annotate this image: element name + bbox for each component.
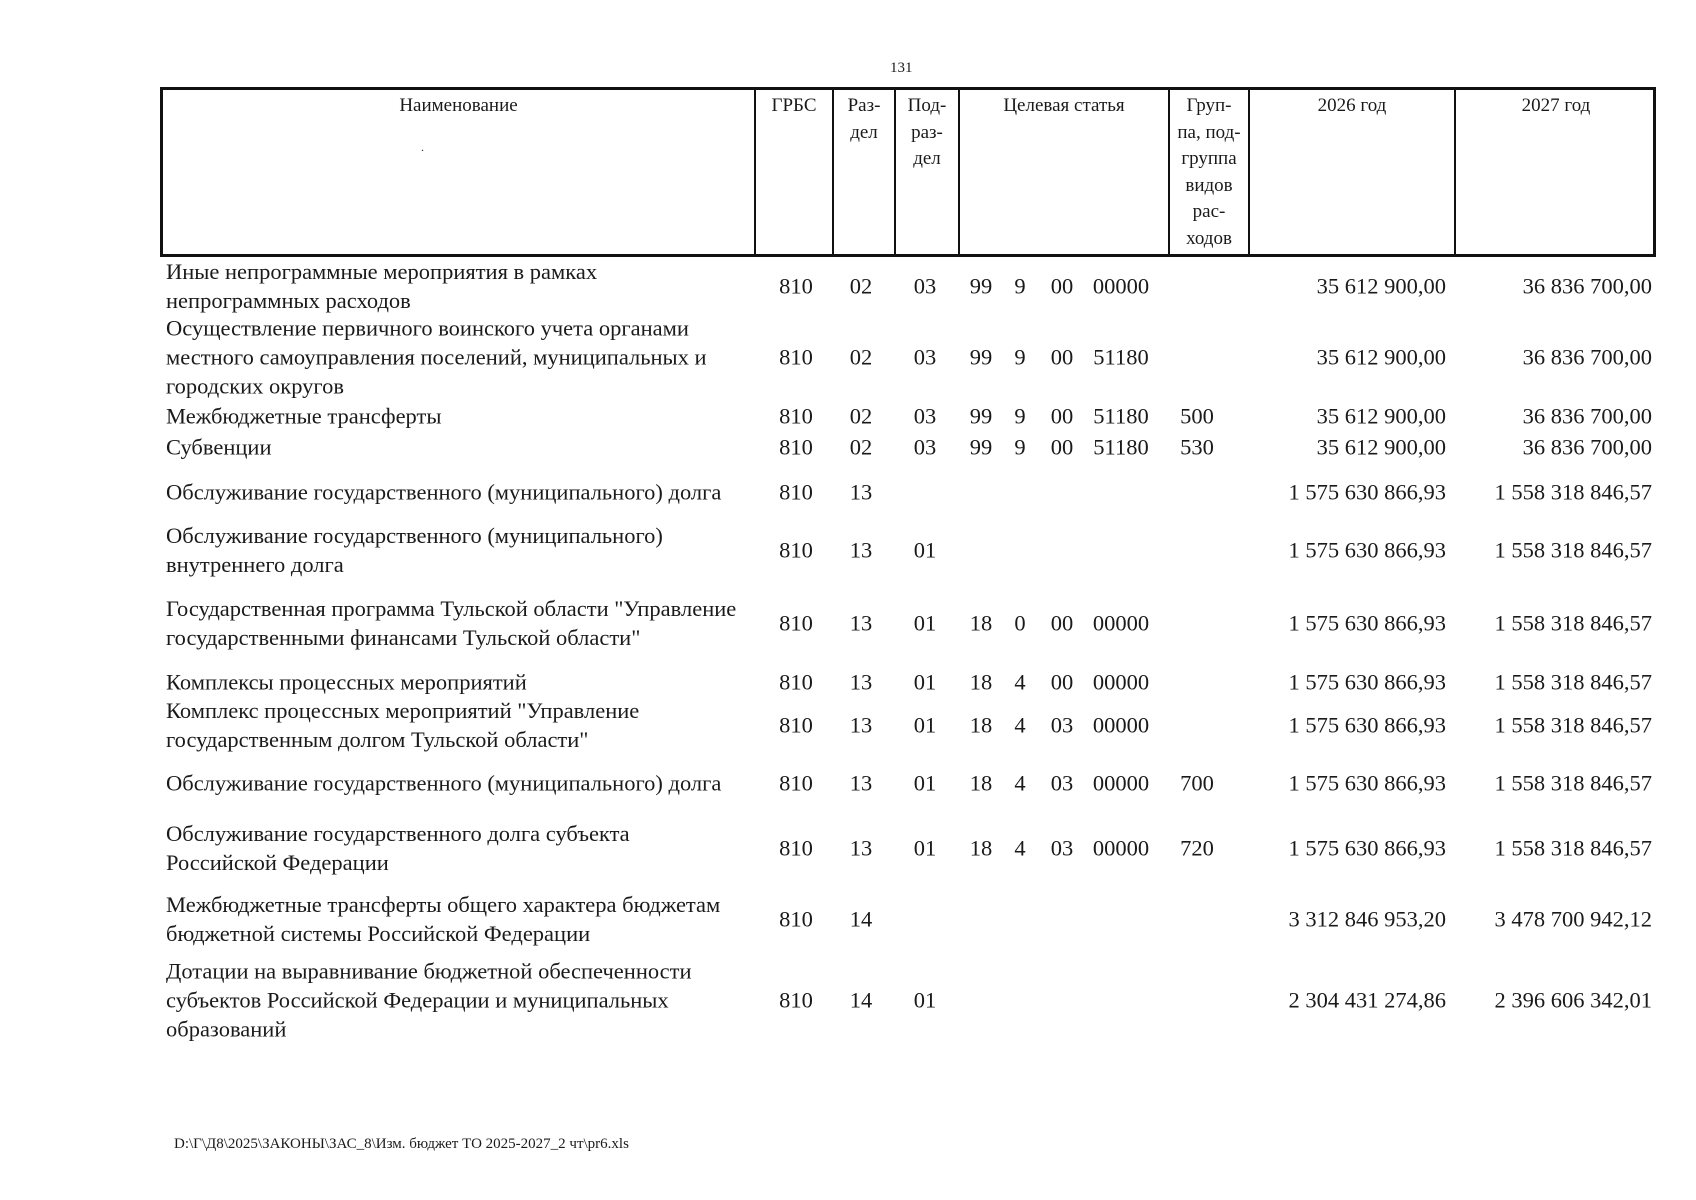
cell-podrazdel: 01 — [913, 669, 937, 694]
cell-grbs: 810 — [779, 712, 813, 737]
cell-name: Обслуживание государственного долга субъекта Российской Федерации — [166, 820, 630, 875]
cell-razdel: 13 — [849, 479, 873, 504]
cell-t2: 4 — [1014, 669, 1026, 694]
cell-grbs: 810 — [779, 610, 813, 636]
cell-grbs: 810 — [779, 987, 813, 1013]
cell-y2026: 3 312 846 953,20 — [1288, 906, 1446, 932]
cell-t3: 00 — [1050, 434, 1074, 459]
cell-group: 700 — [1180, 770, 1214, 796]
cell-y2026: 35 612 900,00 — [1316, 403, 1446, 429]
cell-name: Государственная программа Тульской области "Управление государственными финансами Тульской области" — [166, 596, 737, 650]
header-podrazdel: Под- раз- дел — [896, 90, 960, 254]
cell-grbs: 810 — [779, 403, 813, 429]
cell-name: Субвенции — [166, 434, 272, 459]
cell-y2027: 36 836 700,00 — [1522, 344, 1652, 370]
cell-group: 530 — [1180, 434, 1214, 459]
cell-y2027: 1 558 318 846,57 — [1494, 835, 1652, 860]
cell-grbs: 810 — [779, 669, 813, 694]
cell-t1: 18 — [969, 610, 993, 636]
cell-t1: 99 — [969, 403, 993, 429]
cell-podrazdel: 01 — [913, 712, 937, 737]
cell-grbs: 810 — [779, 770, 813, 796]
table-row — [160, 696, 1656, 753]
cell-name: Комплексы процессных мероприятий — [166, 669, 527, 694]
table-row — [160, 431, 1656, 462]
cell-podrazdel: 01 — [913, 537, 937, 563]
cell-t4: 00000 — [1092, 835, 1150, 860]
cell-y2027: 1 558 318 846,57 — [1494, 712, 1652, 737]
table-row — [160, 313, 1656, 401]
cell-t1: 99 — [969, 273, 993, 299]
cell-razdel: 14 — [849, 906, 873, 932]
cell-y2026: 1 575 630 866,93 — [1288, 610, 1446, 636]
cell-podrazdel: 01 — [913, 987, 937, 1013]
cell-y2027: 36 836 700,00 — [1522, 434, 1652, 459]
table-row — [160, 667, 1656, 696]
cell-t1: 18 — [969, 712, 993, 737]
cell-razdel: 13 — [849, 712, 873, 737]
cell-podrazdel: 01 — [913, 770, 937, 796]
cell-t4: 51180 — [1093, 434, 1149, 459]
cell-name: Обслуживание государственного (муниципального) долга — [166, 479, 722, 504]
cell-t2: 4 — [1014, 712, 1026, 737]
cell-t1: 18 — [969, 669, 993, 694]
cell-name: Дотации на выравнивание бюджетной обеспеченности субъектов Российской Федерации и муниципальных образований — [166, 958, 692, 1042]
cell-t2: 9 — [1014, 434, 1026, 459]
cell-razdel: 02 — [849, 273, 873, 299]
table-row — [160, 813, 1656, 882]
cell-razdel: 13 — [849, 770, 873, 796]
cell-t4: 00000 — [1092, 770, 1150, 796]
cell-t3: 00 — [1050, 273, 1074, 299]
cell-t1: 99 — [969, 434, 993, 459]
cell-y2027: 1 558 318 846,57 — [1494, 770, 1652, 796]
cell-podrazdel: 03 — [913, 273, 937, 299]
cell-grbs: 810 — [779, 434, 813, 459]
cell-t3: 03 — [1050, 712, 1074, 737]
cell-razdel: 02 — [849, 344, 873, 370]
cell-y2026: 1 575 630 866,93 — [1288, 537, 1446, 563]
cell-group: 720 — [1180, 835, 1214, 860]
cell-grbs: 810 — [779, 835, 813, 860]
cell-razdel: 13 — [849, 669, 873, 694]
cell-y2026: 1 575 630 866,93 — [1288, 770, 1446, 796]
cell-t2: 9 — [1014, 344, 1026, 370]
table-row — [160, 753, 1656, 813]
cell-group: 500 — [1180, 403, 1214, 429]
cell-t2: 0 — [1014, 610, 1026, 636]
table-row — [160, 882, 1656, 956]
header-group: Груп- па, под- группа видов рас- ходов — [1170, 90, 1250, 254]
cell-razdel: 02 — [849, 403, 873, 429]
cell-t3: 03 — [1050, 770, 1074, 796]
cell-grbs: 810 — [779, 273, 813, 299]
cell-y2026: 1 575 630 866,93 — [1288, 669, 1446, 694]
cell-t4: 51180 — [1093, 403, 1149, 429]
header-target: Целевая статья — [960, 90, 1170, 254]
cell-grbs: 810 — [779, 537, 813, 563]
table-row — [160, 521, 1656, 579]
cell-razdel: 02 — [849, 434, 873, 459]
cell-t2: 9 — [1014, 273, 1026, 299]
cell-y2026: 1 575 630 866,93 — [1288, 479, 1446, 504]
cell-name: Осуществление первичного воинского учета органами местного самоуправления поселений, муниципальных и городских округов — [166, 315, 707, 399]
page-number: 131 — [890, 60, 913, 76]
cell-podrazdel: 01 — [913, 610, 937, 636]
cell-t2: 9 — [1014, 403, 1026, 429]
cell-y2027: 1 558 318 846,57 — [1494, 479, 1652, 504]
cell-name: Иные непрограммные мероприятия в рамках непрограммных расходов — [166, 259, 598, 313]
cell-y2026: 35 612 900,00 — [1316, 273, 1446, 299]
cell-y2026: 1 575 630 866,93 — [1288, 712, 1446, 737]
table-row — [160, 401, 1656, 431]
cell-y2027: 1 558 318 846,57 — [1494, 610, 1652, 636]
cell-name: Комплекс процессных мероприятий "Управление государственным долгом Тульской области" — [166, 697, 640, 752]
cell-y2027: 2 396 606 342,01 — [1494, 987, 1652, 1013]
file-path: D:\Г\Д8\2025\ЗАКОНЫ\ЗАС_8\Изм. бюджет ТО 2025-2027_2 чт\pr6.xls — [174, 1136, 629, 1152]
cell-name: Межбюджетные трансферты общего характера бюджетам бюджетной системы Российской Федерации — [166, 892, 721, 946]
cell-y2026: 35 612 900,00 — [1316, 344, 1446, 370]
cell-razdel: 13 — [849, 537, 873, 563]
cell-t1: 99 — [969, 344, 993, 370]
cell-t4: 00000 — [1092, 610, 1150, 636]
header-year-2027: 2027 год — [1521, 95, 1591, 116]
cell-name: Обслуживание государственного (муниципального) внутреннего долга — [166, 523, 663, 577]
cell-t2: 4 — [1014, 770, 1026, 796]
table-row — [160, 462, 1656, 521]
cell-y2026: 2 304 431 274,86 — [1288, 987, 1446, 1013]
cell-podrazdel: 01 — [913, 835, 937, 860]
cell-grbs: 810 — [779, 906, 813, 932]
table-row — [160, 579, 1656, 667]
cell-t2: 4 — [1014, 835, 1026, 860]
table-header — [160, 87, 1656, 257]
cell-t1: 18 — [969, 770, 993, 796]
cell-y2027: 36 836 700,00 — [1522, 273, 1652, 299]
header-year-2026: 2026 год — [1250, 90, 1456, 254]
cell-t4: 51180 — [1093, 344, 1149, 370]
cell-grbs: 810 — [779, 479, 813, 504]
cell-t4: 00000 — [1092, 669, 1150, 694]
cell-y2026: 35 612 900,00 — [1316, 434, 1446, 459]
cell-t1: 18 — [969, 835, 993, 860]
header-name — [163, 90, 756, 254]
cell-grbs: 810 — [779, 344, 813, 370]
cell-podrazdel: 03 — [913, 403, 937, 429]
cell-razdel: 13 — [849, 610, 873, 636]
cell-t4: 00000 — [1092, 273, 1150, 299]
cell-t3: 00 — [1050, 669, 1074, 694]
cell-razdel: 13 — [849, 835, 873, 860]
cell-y2027: 1 558 318 846,57 — [1494, 537, 1652, 563]
cell-y2027: 1 558 318 846,57 — [1494, 669, 1652, 694]
cell-name: Межбюджетные трансферты — [166, 403, 442, 429]
cell-t4: 00000 — [1092, 712, 1150, 737]
cell-t3: 00 — [1050, 610, 1074, 636]
cell-podrazdel: 03 — [913, 434, 937, 459]
header-name-mark: . — [421, 140, 424, 154]
cell-y2026: 1 575 630 866,93 — [1288, 835, 1446, 860]
cell-t3: 00 — [1050, 344, 1074, 370]
header-razdel: Раз- дел — [834, 90, 896, 254]
cell-podrazdel: 03 — [913, 344, 937, 370]
table-row — [160, 956, 1656, 1044]
header-name-label: Наименование — [399, 95, 518, 116]
cell-t3: 03 — [1050, 835, 1074, 860]
cell-razdel: 14 — [849, 987, 873, 1013]
cell-y2027: 3 478 700 942,12 — [1494, 906, 1652, 932]
cell-y2027: 36 836 700,00 — [1522, 403, 1652, 429]
table-row — [160, 258, 1656, 314]
header-grbs: ГРБС — [756, 90, 834, 254]
cell-t3: 00 — [1050, 403, 1074, 429]
cell-name: Обслуживание государственного (муниципального) долга — [166, 770, 722, 796]
